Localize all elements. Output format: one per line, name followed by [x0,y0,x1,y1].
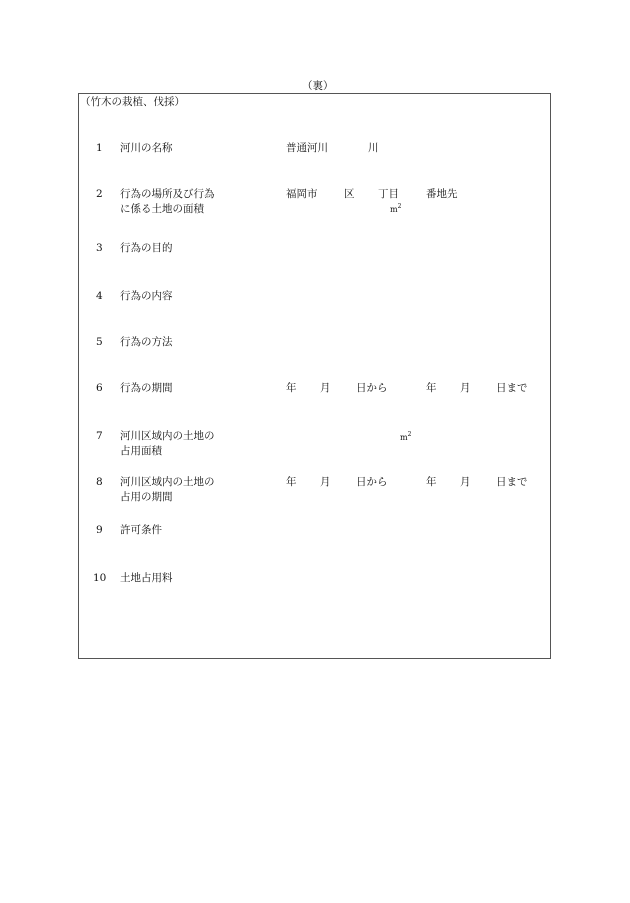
year-text: 年 [426,476,437,488]
item-number: 7 [96,430,103,442]
item-label-river-name: 河川の名称 [120,142,173,154]
area-unit: $m^2$ [390,203,402,214]
month-text: 月 [320,476,331,488]
ward-text: 区 [344,188,355,200]
item-number: 9 [96,524,103,536]
until-text: 日まで [496,476,528,488]
year-text: 年 [286,476,297,488]
month-text: 月 [320,382,331,394]
item-label-occupation-period-line2: 占用の期間 [120,491,173,503]
area-unit: $m^2$ [400,431,412,442]
page-side-label: （裏） [302,80,334,92]
item-label-period: 行為の期間 [120,382,173,394]
item-label-method: 行為の方法 [120,336,173,348]
item-label-location-line2: に係る土地の面積 [120,203,204,215]
until-text: 日まで [496,382,528,394]
item-number: 1 [96,142,103,154]
item-number: 3 [96,242,103,254]
banchi-text: 番地先 [426,188,458,200]
year-text: 年 [426,382,437,394]
from-text: 日から [356,476,388,488]
item-number: 8 [96,476,103,488]
item-number: 4 [96,290,103,302]
from-text: 日から [356,382,388,394]
item-label-purpose: 行為の目的 [120,242,173,254]
item-label-conditions: 許可条件 [120,524,162,536]
river-type-text: 普通河川 [286,142,328,154]
section-title: （竹木の栽植、伐採） [80,96,185,108]
item-number: 2 [96,188,103,200]
year-text: 年 [286,382,297,394]
item-label-occupation-period: 河川区域内の土地の [120,476,215,488]
item-number: 5 [96,336,103,348]
city-text: 福岡市 [286,188,318,200]
item-label-occupied-area: 河川区域内の土地の [120,430,215,442]
item-label-occupied-area-line2: 占用面積 [120,445,162,457]
item-label-occupation-fee: 土地占用料 [120,572,173,584]
item-label-location: 行為の場所及び行為 [120,188,215,200]
item-number: 6 [96,382,103,394]
month-text: 月 [460,382,471,394]
item-number: 10 [93,572,107,584]
month-text: 月 [460,476,471,488]
item-label-content: 行為の内容 [120,290,173,302]
chome-text: 丁目 [378,188,399,200]
river-suffix-text: 川 [368,142,379,154]
